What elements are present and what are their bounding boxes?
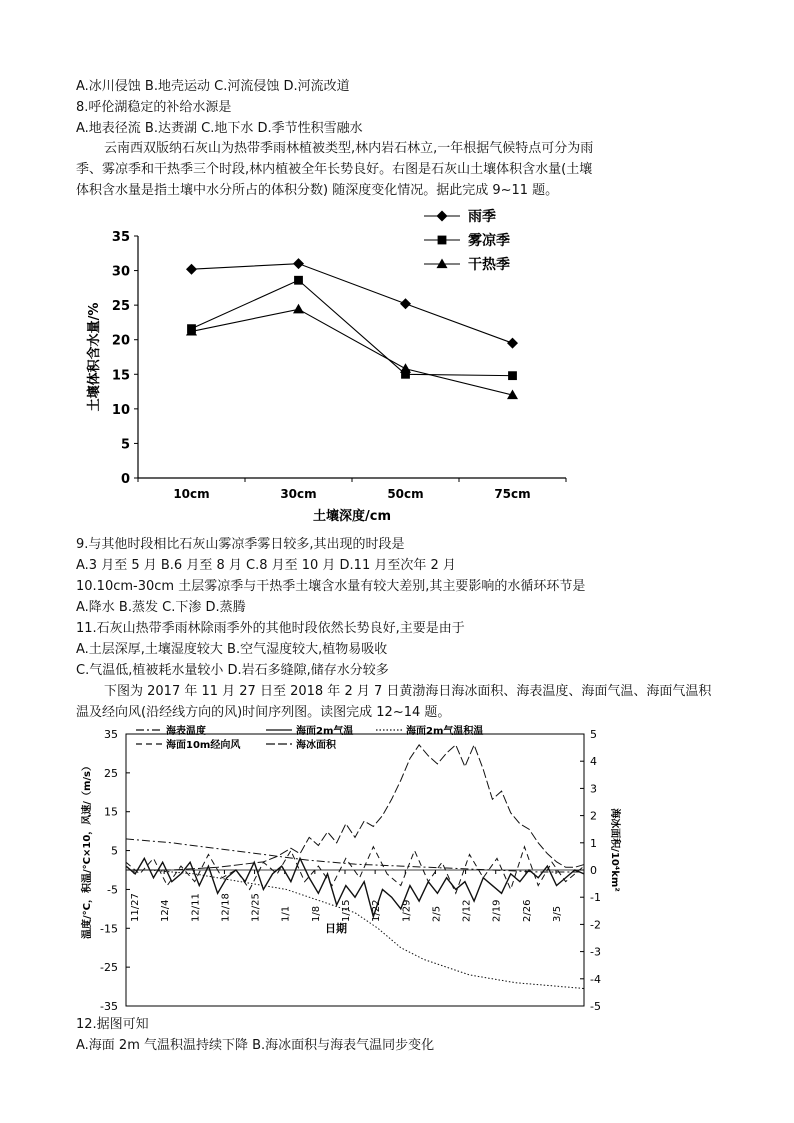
legend-marker-square — [438, 236, 447, 245]
y-tick-label: 20 — [111, 333, 130, 349]
right-tick-label: 5 — [590, 728, 597, 741]
question-12: 12.据图可知 — [76, 1017, 149, 1032]
left-tick-label: 15 — [104, 805, 118, 819]
right-axis-title: 海冰面积/10⁴km² — [609, 808, 620, 892]
y-tick-label: 35 — [111, 230, 130, 245]
question-11-options-cd: C.气温低,植被耗水量较小 D.岩石多缝隙,储存水分较多 — [76, 663, 389, 678]
x-tick-label: 1/1 — [280, 905, 292, 922]
soil-moisture-chart — [76, 200, 596, 530]
legend-label: 海面10m经向风 — [166, 740, 241, 751]
y-tick-label: 25 — [111, 299, 130, 315]
x-tick-label: 2/5 — [431, 905, 443, 922]
x-tick-label: 12/18 — [220, 893, 232, 922]
legend-label: 海面2m气温积温 — [406, 726, 484, 737]
left-tick-label: -25 — [100, 961, 118, 975]
x-tick-label: 1/22 — [371, 899, 383, 922]
left-tick-label: 25 — [104, 766, 118, 780]
y-axis-title: 土壤体积含水量/% — [87, 302, 102, 412]
legend-label: 干热季 — [468, 257, 510, 273]
x-tick-label: 1/8 — [310, 905, 322, 922]
left-tick-label: 35 — [104, 728, 118, 741]
question-9-options: A.3 月至 5 月 B.6 月至 8 月 C.8 月至 10 月 D.11 月至次年 2 月 — [76, 558, 456, 573]
x-tick-label: 12/25 — [250, 893, 262, 922]
question-11: 11.石灰山热带季雨林除雨季外的其他时段依然长势良好,主要是由于 — [76, 621, 465, 636]
question-7-options: A.冰川侵蚀 B.地壳运动 C.河流侵蚀 D.河流改道 — [76, 79, 350, 94]
y-tick-label: 5 — [120, 437, 130, 453]
x-tick-label: 3/5 — [552, 905, 563, 922]
data-point-diamond — [400, 298, 411, 309]
left-tick-label: -35 — [100, 1000, 118, 1013]
passage-2-line-1: 下图为 2017 年 11 月 27 日至 2018 年 2 月 7 日黄渤海日海冰面积、海表温度、海面气温、海面气温积 — [104, 684, 712, 699]
legend-label: 雾凉季 — [468, 233, 510, 249]
x-axis-title: 日期 — [325, 922, 347, 935]
legend-label: 海冰面积 — [296, 740, 336, 751]
x-tick-label: 2/19 — [491, 899, 503, 922]
series-line-dotted — [126, 870, 584, 989]
question-9: 9.与其他时段相比石灰山雾凉季雾日较多,其出现的时段是 — [76, 537, 405, 552]
x-tick-label: 1/29 — [401, 899, 413, 922]
right-tick-label: -1 — [590, 891, 601, 905]
data-point-diamond — [186, 264, 197, 275]
x-tick-label: 2/26 — [521, 899, 533, 922]
data-point-square — [294, 276, 303, 285]
left-tick-label: -5 — [107, 883, 118, 897]
passage-2-line-2: 温及经向风(沿经线方向的风)时间序列图。读图完成 12~14 题。 — [76, 705, 451, 720]
right-tick-label: 2 — [590, 809, 597, 823]
passage-1-line-2: 季、雾凉季和干热季三个时段,林内植被全年长势良好。右图是石灰山土壤体积含水量(土壤 — [76, 162, 593, 177]
question-11-options-ab: A.土层深厚,土壤湿度较大 B.空气湿度较大,植物易吸收 — [76, 642, 388, 657]
question-10: 10.10cm-30cm 土层雾凉季与干热季土壤含水量有较大差别,其主要影响的水循环环节是 — [76, 579, 586, 594]
data-point-square — [508, 371, 517, 380]
legend-marker-diamond — [437, 211, 448, 222]
data-point-triangle — [293, 304, 304, 314]
question-8: 8.呼伦湖稳定的补给水源是 — [76, 100, 232, 115]
x-tick-label: 12/4 — [160, 899, 172, 922]
left-axis-title: 温度/°C，积温/°C×10，风速/（m/s） — [82, 761, 93, 939]
question-8-options: A.地表径流 B.达赉湖 C.地下水 D.季节性积雪融水 — [76, 121, 363, 136]
right-tick-label: -5 — [590, 1000, 601, 1013]
right-tick-label: 0 — [590, 864, 597, 877]
right-tick-label: 3 — [590, 782, 597, 796]
legend-label: 海面2m气温 — [296, 726, 354, 737]
data-point-diamond — [293, 258, 304, 269]
legend-label: 雨季 — [468, 209, 496, 225]
x-tick-label: 2/12 — [461, 899, 473, 922]
left-tick-label: -15 — [100, 922, 118, 936]
x-tick-label: 1/15 — [341, 899, 352, 922]
x-tick-label: 75cm — [494, 487, 531, 501]
x-tick-label: 12/11 — [190, 893, 202, 922]
right-tick-label: 4 — [590, 755, 597, 769]
series-line-triangle — [192, 309, 513, 395]
x-tick-label: 30cm — [280, 487, 317, 501]
legend-label: 海表温度 — [166, 726, 206, 737]
y-tick-label: 30 — [111, 264, 130, 280]
right-tick-label: -4 — [590, 972, 601, 986]
left-tick-label: 5 — [111, 844, 118, 858]
y-tick-label: 10 — [111, 402, 130, 418]
x-tick-label: 11/27 — [130, 893, 141, 922]
sea-ice-timeseries-chart — [76, 720, 620, 1015]
series-line-dashdot — [126, 839, 584, 872]
right-tick-label: 1 — [590, 836, 597, 850]
passage-1-line-1: 云南西双版纳石灰山为热带季雨林植被类型,林内岩石林立,一年根据气候特点可分为雨 — [104, 141, 594, 156]
data-point-triangle — [400, 363, 411, 373]
x-axis-title: 土壤深度/cm — [312, 509, 392, 524]
passage-1-line-3: 体积含水量是指土壤中水分所占的体积分数) 随深度变化情况。据此完成 9~11 题。 — [76, 183, 559, 198]
right-tick-label: -2 — [590, 918, 601, 932]
y-tick-label: 0 — [120, 472, 130, 487]
x-tick-label: 10cm — [173, 487, 210, 501]
y-tick-label: 15 — [111, 368, 130, 384]
series-line-square — [192, 280, 513, 375]
question-12-options: A.海面 2m 气温积温持续下降 B.海冰面积与海表气温同步变化 — [76, 1038, 435, 1053]
data-point-diamond — [507, 338, 518, 349]
series-line-longdash — [126, 745, 584, 870]
right-tick-label: -3 — [590, 945, 601, 959]
question-10-options: A.降水 B.蒸发 C.下渗 D.蒸腾 — [76, 600, 246, 615]
series-line-diamond — [192, 264, 513, 344]
x-tick-label: 50cm — [387, 487, 424, 501]
legend-marker-triangle — [437, 259, 448, 269]
